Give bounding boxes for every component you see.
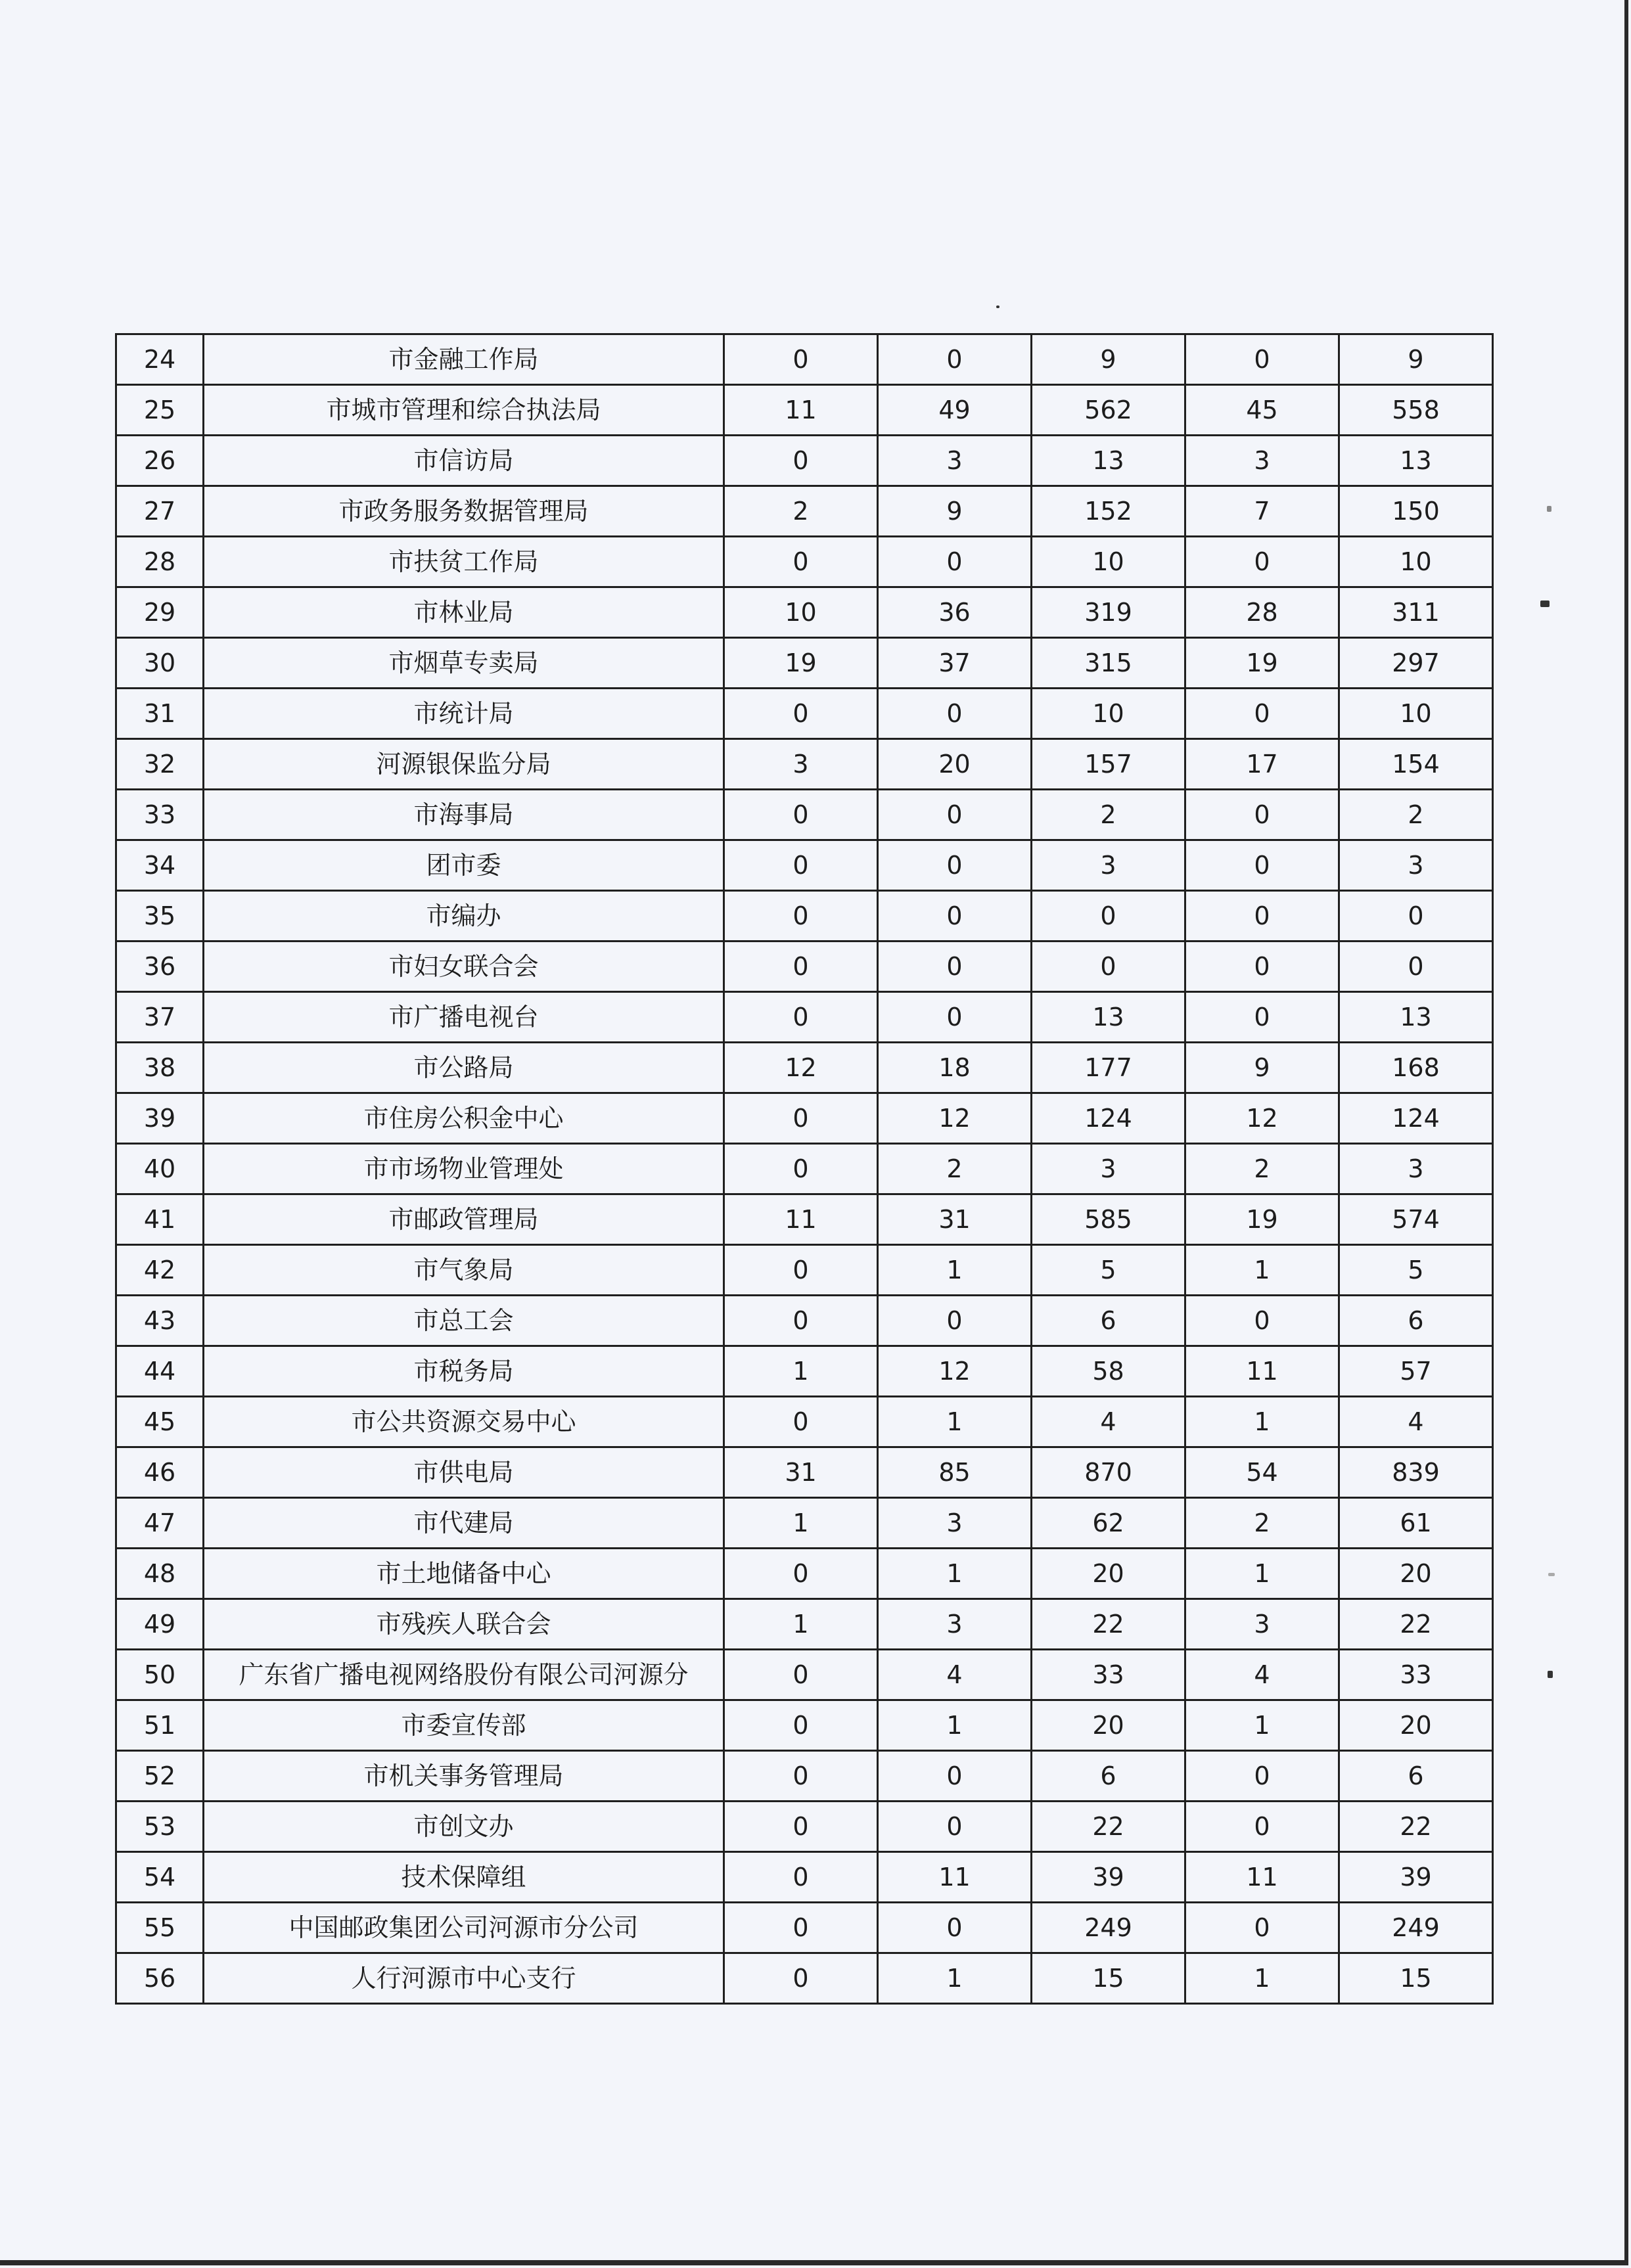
unit-name-cell: 市创文办	[204, 1802, 724, 1852]
row-number-cell: 48	[116, 1549, 204, 1599]
value-cell: 0	[724, 891, 878, 941]
unit-name-cell: 人行河源市中心支行	[204, 1953, 724, 2004]
unit-name-cell: 市公路局	[204, 1043, 724, 1093]
value-cell: 9	[1032, 334, 1185, 385]
value-cell: 6	[1032, 1296, 1185, 1346]
value-cell: 13	[1032, 992, 1185, 1043]
table-row	[116, 1903, 1493, 1953]
value-cell: 3	[878, 1498, 1032, 1549]
row-number-cell: 32	[116, 739, 204, 790]
value-cell: 0	[878, 891, 1032, 941]
unit-name-cell: 市气象局	[204, 1245, 724, 1296]
value-cell: 37	[878, 638, 1032, 689]
table-row	[116, 840, 1493, 891]
table-row	[116, 1447, 1493, 1498]
value-cell: 3	[1032, 840, 1185, 891]
row-number-cell: 46	[116, 1447, 204, 1498]
value-cell: 297	[1339, 638, 1493, 689]
value-cell: 839	[1339, 1447, 1493, 1498]
value-cell: 20	[878, 739, 1032, 790]
table-row	[116, 1549, 1493, 1599]
value-cell: 10	[1032, 537, 1185, 587]
value-cell: 10	[724, 587, 878, 638]
value-cell: 19	[1185, 638, 1339, 689]
value-cell: 4	[878, 1650, 1032, 1700]
value-cell: 11	[1185, 1346, 1339, 1397]
unit-name-cell: 市烟草专卖局	[204, 638, 724, 689]
value-cell: 12	[878, 1093, 1032, 1144]
value-cell: 11	[724, 385, 878, 436]
value-cell: 0	[878, 790, 1032, 840]
value-cell: 61	[1339, 1498, 1493, 1549]
table-row	[116, 1599, 1493, 1650]
value-cell: 0	[724, 1093, 878, 1144]
value-cell: 2	[724, 486, 878, 537]
value-cell: 11	[724, 1194, 878, 1245]
value-cell: 0	[724, 537, 878, 587]
scan-mark	[1548, 1671, 1553, 1678]
value-cell: 19	[1185, 1194, 1339, 1245]
row-number-cell: 30	[116, 638, 204, 689]
value-cell: 152	[1032, 486, 1185, 537]
value-cell: 5	[1032, 1245, 1185, 1296]
value-cell: 0	[1185, 1296, 1339, 1346]
value-cell: 177	[1032, 1043, 1185, 1093]
table-row	[116, 992, 1493, 1043]
value-cell: 0	[724, 1296, 878, 1346]
value-cell: 1	[724, 1498, 878, 1549]
value-cell: 249	[1339, 1903, 1493, 1953]
value-cell: 15	[1032, 1953, 1185, 2004]
unit-name-cell: 团市委	[204, 840, 724, 891]
value-cell: 0	[1185, 1802, 1339, 1852]
value-cell: 4	[1339, 1397, 1493, 1447]
table-row	[116, 739, 1493, 790]
value-cell: 20	[1339, 1549, 1493, 1599]
value-cell: 0	[1185, 1751, 1339, 1802]
value-cell: 585	[1032, 1194, 1185, 1245]
row-number-cell: 41	[116, 1194, 204, 1245]
value-cell: 870	[1032, 1447, 1185, 1498]
value-cell: 0	[724, 689, 878, 739]
value-cell: 2	[1185, 1144, 1339, 1194]
row-number-cell: 35	[116, 891, 204, 941]
value-cell: 0	[724, 1953, 878, 2004]
value-cell: 10	[1339, 537, 1493, 587]
value-cell: 3	[1032, 1144, 1185, 1194]
unit-name-cell: 市扶贫工作局	[204, 537, 724, 587]
row-number-cell: 51	[116, 1700, 204, 1751]
row-number-cell: 47	[116, 1498, 204, 1549]
scan-mark	[996, 306, 999, 308]
table-row	[116, 790, 1493, 840]
row-number-cell: 31	[116, 689, 204, 739]
unit-name-cell: 广东省广播电视网络股份有限公司河源分	[204, 1650, 724, 1700]
value-cell: 20	[1032, 1549, 1185, 1599]
value-cell: 9	[1339, 334, 1493, 385]
value-cell: 0	[1339, 891, 1493, 941]
value-cell: 0	[1032, 941, 1185, 992]
value-cell: 39	[1032, 1852, 1185, 1903]
value-cell: 0	[724, 1144, 878, 1194]
value-cell: 3	[878, 436, 1032, 486]
value-cell: 22	[1339, 1599, 1493, 1650]
value-cell: 4	[1032, 1397, 1185, 1447]
row-number-cell: 54	[116, 1852, 204, 1903]
value-cell: 0	[724, 941, 878, 992]
value-cell: 1	[1185, 1953, 1339, 2004]
value-cell: 12	[724, 1043, 878, 1093]
value-cell: 0	[724, 1650, 878, 1700]
value-cell: 12	[1185, 1093, 1339, 1144]
unit-name-cell: 市委宣传部	[204, 1700, 724, 1751]
value-cell: 10	[1339, 689, 1493, 739]
value-cell: 1	[878, 1549, 1032, 1599]
unit-name-cell: 市公共资源交易中心	[204, 1397, 724, 1447]
unit-name-cell: 技术保障组	[204, 1852, 724, 1903]
value-cell: 0	[878, 992, 1032, 1043]
row-number-cell: 44	[116, 1346, 204, 1397]
table-row	[116, 334, 1493, 385]
value-cell: 1	[724, 1346, 878, 1397]
value-cell: 7	[1185, 486, 1339, 537]
table-row	[116, 689, 1493, 739]
value-cell: 11	[878, 1852, 1032, 1903]
value-cell: 311	[1339, 587, 1493, 638]
table-row	[116, 1346, 1493, 1397]
value-cell: 0	[1185, 840, 1339, 891]
value-cell: 54	[1185, 1447, 1339, 1498]
unit-name-cell: 市妇女联合会	[204, 941, 724, 992]
unit-name-cell: 市邮政管理局	[204, 1194, 724, 1245]
statistics-table	[115, 333, 1494, 2005]
value-cell: 1	[1185, 1700, 1339, 1751]
value-cell: 17	[1185, 739, 1339, 790]
table-row	[116, 941, 1493, 992]
value-cell: 2	[1032, 790, 1185, 840]
value-cell: 0	[724, 1700, 878, 1751]
value-cell: 49	[878, 385, 1032, 436]
value-cell: 3	[1185, 1599, 1339, 1650]
table-row	[116, 1802, 1493, 1852]
value-cell: 13	[1339, 436, 1493, 486]
table-row	[116, 1498, 1493, 1549]
unit-name-cell: 市住房公积金中心	[204, 1093, 724, 1144]
row-number-cell: 40	[116, 1144, 204, 1194]
value-cell: 19	[724, 638, 878, 689]
row-number-cell: 34	[116, 840, 204, 891]
value-cell: 2	[878, 1144, 1032, 1194]
table-row	[116, 1953, 1493, 2004]
value-cell: 13	[1339, 992, 1493, 1043]
value-cell: 10	[1032, 689, 1185, 739]
value-cell: 0	[878, 840, 1032, 891]
value-cell: 0	[724, 1852, 878, 1903]
value-cell: 0	[724, 1802, 878, 1852]
value-cell: 1	[878, 1953, 1032, 2004]
value-cell: 2	[1339, 790, 1493, 840]
value-cell: 2	[1185, 1498, 1339, 1549]
value-cell: 58	[1032, 1346, 1185, 1397]
unit-name-cell: 市残疾人联合会	[204, 1599, 724, 1650]
table-row	[116, 1852, 1493, 1903]
value-cell: 0	[1339, 941, 1493, 992]
value-cell: 33	[1339, 1650, 1493, 1700]
value-cell: 315	[1032, 638, 1185, 689]
value-cell: 36	[878, 587, 1032, 638]
unit-name-cell: 市信访局	[204, 436, 724, 486]
value-cell: 15	[1339, 1953, 1493, 2004]
value-cell: 20	[1339, 1700, 1493, 1751]
value-cell: 22	[1032, 1802, 1185, 1852]
value-cell: 1	[878, 1397, 1032, 1447]
scan-mark	[1547, 506, 1551, 512]
value-cell: 0	[1185, 891, 1339, 941]
row-number-cell: 26	[116, 436, 204, 486]
value-cell: 0	[724, 436, 878, 486]
value-cell: 3	[1339, 1144, 1493, 1194]
unit-name-cell: 市林业局	[204, 587, 724, 638]
table-row	[116, 587, 1493, 638]
table-row	[116, 1245, 1493, 1296]
table-row	[116, 486, 1493, 537]
row-number-cell: 49	[116, 1599, 204, 1650]
value-cell: 62	[1032, 1498, 1185, 1549]
value-cell: 0	[1185, 790, 1339, 840]
value-cell: 3	[878, 1599, 1032, 1650]
row-number-cell: 38	[116, 1043, 204, 1093]
unit-name-cell: 市金融工作局	[204, 334, 724, 385]
value-cell: 9	[878, 486, 1032, 537]
value-cell: 1	[878, 1700, 1032, 1751]
value-cell: 0	[1185, 537, 1339, 587]
table-row	[116, 436, 1493, 486]
value-cell: 6	[1339, 1751, 1493, 1802]
table-row	[116, 1043, 1493, 1093]
unit-name-cell: 市总工会	[204, 1296, 724, 1346]
table-row	[116, 1700, 1493, 1751]
value-cell: 0	[878, 334, 1032, 385]
value-cell: 0	[724, 1903, 878, 1953]
value-cell: 57	[1339, 1346, 1493, 1397]
value-cell: 168	[1339, 1043, 1493, 1093]
value-cell: 39	[1339, 1852, 1493, 1903]
unit-name-cell: 市机关事务管理局	[204, 1751, 724, 1802]
row-number-cell: 37	[116, 992, 204, 1043]
value-cell: 319	[1032, 587, 1185, 638]
value-cell: 1	[1185, 1549, 1339, 1599]
value-cell: 0	[724, 840, 878, 891]
value-cell: 6	[1339, 1296, 1493, 1346]
value-cell: 6	[1032, 1751, 1185, 1802]
unit-name-cell: 市供电局	[204, 1447, 724, 1498]
value-cell: 0	[1185, 334, 1339, 385]
value-cell: 0	[878, 1802, 1032, 1852]
row-number-cell: 43	[116, 1296, 204, 1346]
value-cell: 4	[1185, 1650, 1339, 1700]
value-cell: 3	[1339, 840, 1493, 891]
row-number-cell: 52	[116, 1751, 204, 1802]
value-cell: 150	[1339, 486, 1493, 537]
value-cell: 124	[1032, 1093, 1185, 1144]
value-cell: 0	[724, 992, 878, 1043]
value-cell: 12	[878, 1346, 1032, 1397]
row-number-cell: 24	[116, 334, 204, 385]
table-row	[116, 1194, 1493, 1245]
row-number-cell: 33	[116, 790, 204, 840]
row-number-cell: 56	[116, 1953, 204, 2004]
row-number-cell: 50	[116, 1650, 204, 1700]
row-number-cell: 55	[116, 1903, 204, 1953]
value-cell: 31	[724, 1447, 878, 1498]
row-number-cell: 42	[116, 1245, 204, 1296]
value-cell: 1	[724, 1599, 878, 1650]
value-cell: 0	[724, 1245, 878, 1296]
value-cell: 0	[1185, 941, 1339, 992]
table-body	[116, 334, 1493, 2004]
table-row	[116, 891, 1493, 941]
table-row	[116, 1650, 1493, 1700]
unit-name-cell: 市广播电视台	[204, 992, 724, 1043]
value-cell: 28	[1185, 587, 1339, 638]
scan-mark	[1548, 1573, 1555, 1576]
value-cell: 0	[1032, 891, 1185, 941]
value-cell: 45	[1185, 385, 1339, 436]
value-cell: 0	[1185, 689, 1339, 739]
unit-name-cell: 市统计局	[204, 689, 724, 739]
row-number-cell: 25	[116, 385, 204, 436]
value-cell: 558	[1339, 385, 1493, 436]
unit-name-cell: 中国邮政集团公司河源市分公司	[204, 1903, 724, 1953]
value-cell: 157	[1032, 739, 1185, 790]
value-cell: 5	[1339, 1245, 1493, 1296]
unit-name-cell: 市土地储备中心	[204, 1549, 724, 1599]
unit-name-cell: 市税务局	[204, 1346, 724, 1397]
value-cell: 3	[724, 739, 878, 790]
value-cell: 0	[878, 1296, 1032, 1346]
value-cell: 0	[1185, 992, 1339, 1043]
value-cell: 0	[878, 1903, 1032, 1953]
value-cell: 20	[1032, 1700, 1185, 1751]
value-cell: 0	[724, 334, 878, 385]
value-cell: 0	[724, 1397, 878, 1447]
unit-name-cell: 市城市管理和综合执法局	[204, 385, 724, 436]
value-cell: 22	[1032, 1599, 1185, 1650]
value-cell: 31	[878, 1194, 1032, 1245]
value-cell: 22	[1339, 1802, 1493, 1852]
row-number-cell: 29	[116, 587, 204, 638]
value-cell: 11	[1185, 1852, 1339, 1903]
table-row	[116, 1751, 1493, 1802]
unit-name-cell: 市市场物业管理处	[204, 1144, 724, 1194]
value-cell: 562	[1032, 385, 1185, 436]
value-cell: 0	[878, 537, 1032, 587]
unit-name-cell: 市编办	[204, 891, 724, 941]
value-cell: 0	[1185, 1903, 1339, 1953]
unit-name-cell: 河源银保监分局	[204, 739, 724, 790]
value-cell: 33	[1032, 1650, 1185, 1700]
table-row	[116, 537, 1493, 587]
value-cell: 18	[878, 1043, 1032, 1093]
value-cell: 1	[1185, 1245, 1339, 1296]
unit-name-cell: 市政务服务数据管理局	[204, 486, 724, 537]
row-number-cell: 36	[116, 941, 204, 992]
value-cell: 154	[1339, 739, 1493, 790]
value-cell: 0	[878, 689, 1032, 739]
row-number-cell: 39	[116, 1093, 204, 1144]
row-number-cell: 45	[116, 1397, 204, 1447]
value-cell: 3	[1185, 436, 1339, 486]
table-row	[116, 1397, 1493, 1447]
unit-name-cell: 市代建局	[204, 1498, 724, 1549]
table-row	[116, 638, 1493, 689]
value-cell: 85	[878, 1447, 1032, 1498]
value-cell: 0	[878, 1751, 1032, 1802]
value-cell: 1	[878, 1245, 1032, 1296]
value-cell: 0	[724, 790, 878, 840]
value-cell: 124	[1339, 1093, 1493, 1144]
value-cell: 13	[1032, 436, 1185, 486]
value-cell: 9	[1185, 1043, 1339, 1093]
row-number-cell: 27	[116, 486, 204, 537]
value-cell: 0	[878, 941, 1032, 992]
value-cell: 0	[724, 1751, 878, 1802]
value-cell: 574	[1339, 1194, 1493, 1245]
table-row	[116, 1296, 1493, 1346]
value-cell: 1	[1185, 1397, 1339, 1447]
value-cell: 249	[1032, 1903, 1185, 1953]
row-number-cell: 28	[116, 537, 204, 587]
table-row	[116, 1144, 1493, 1194]
value-cell: 0	[724, 1549, 878, 1599]
unit-name-cell: 市海事局	[204, 790, 724, 840]
row-number-cell: 53	[116, 1802, 204, 1852]
table-row	[116, 385, 1493, 436]
scan-mark	[1540, 601, 1550, 607]
table-row	[116, 1093, 1493, 1144]
